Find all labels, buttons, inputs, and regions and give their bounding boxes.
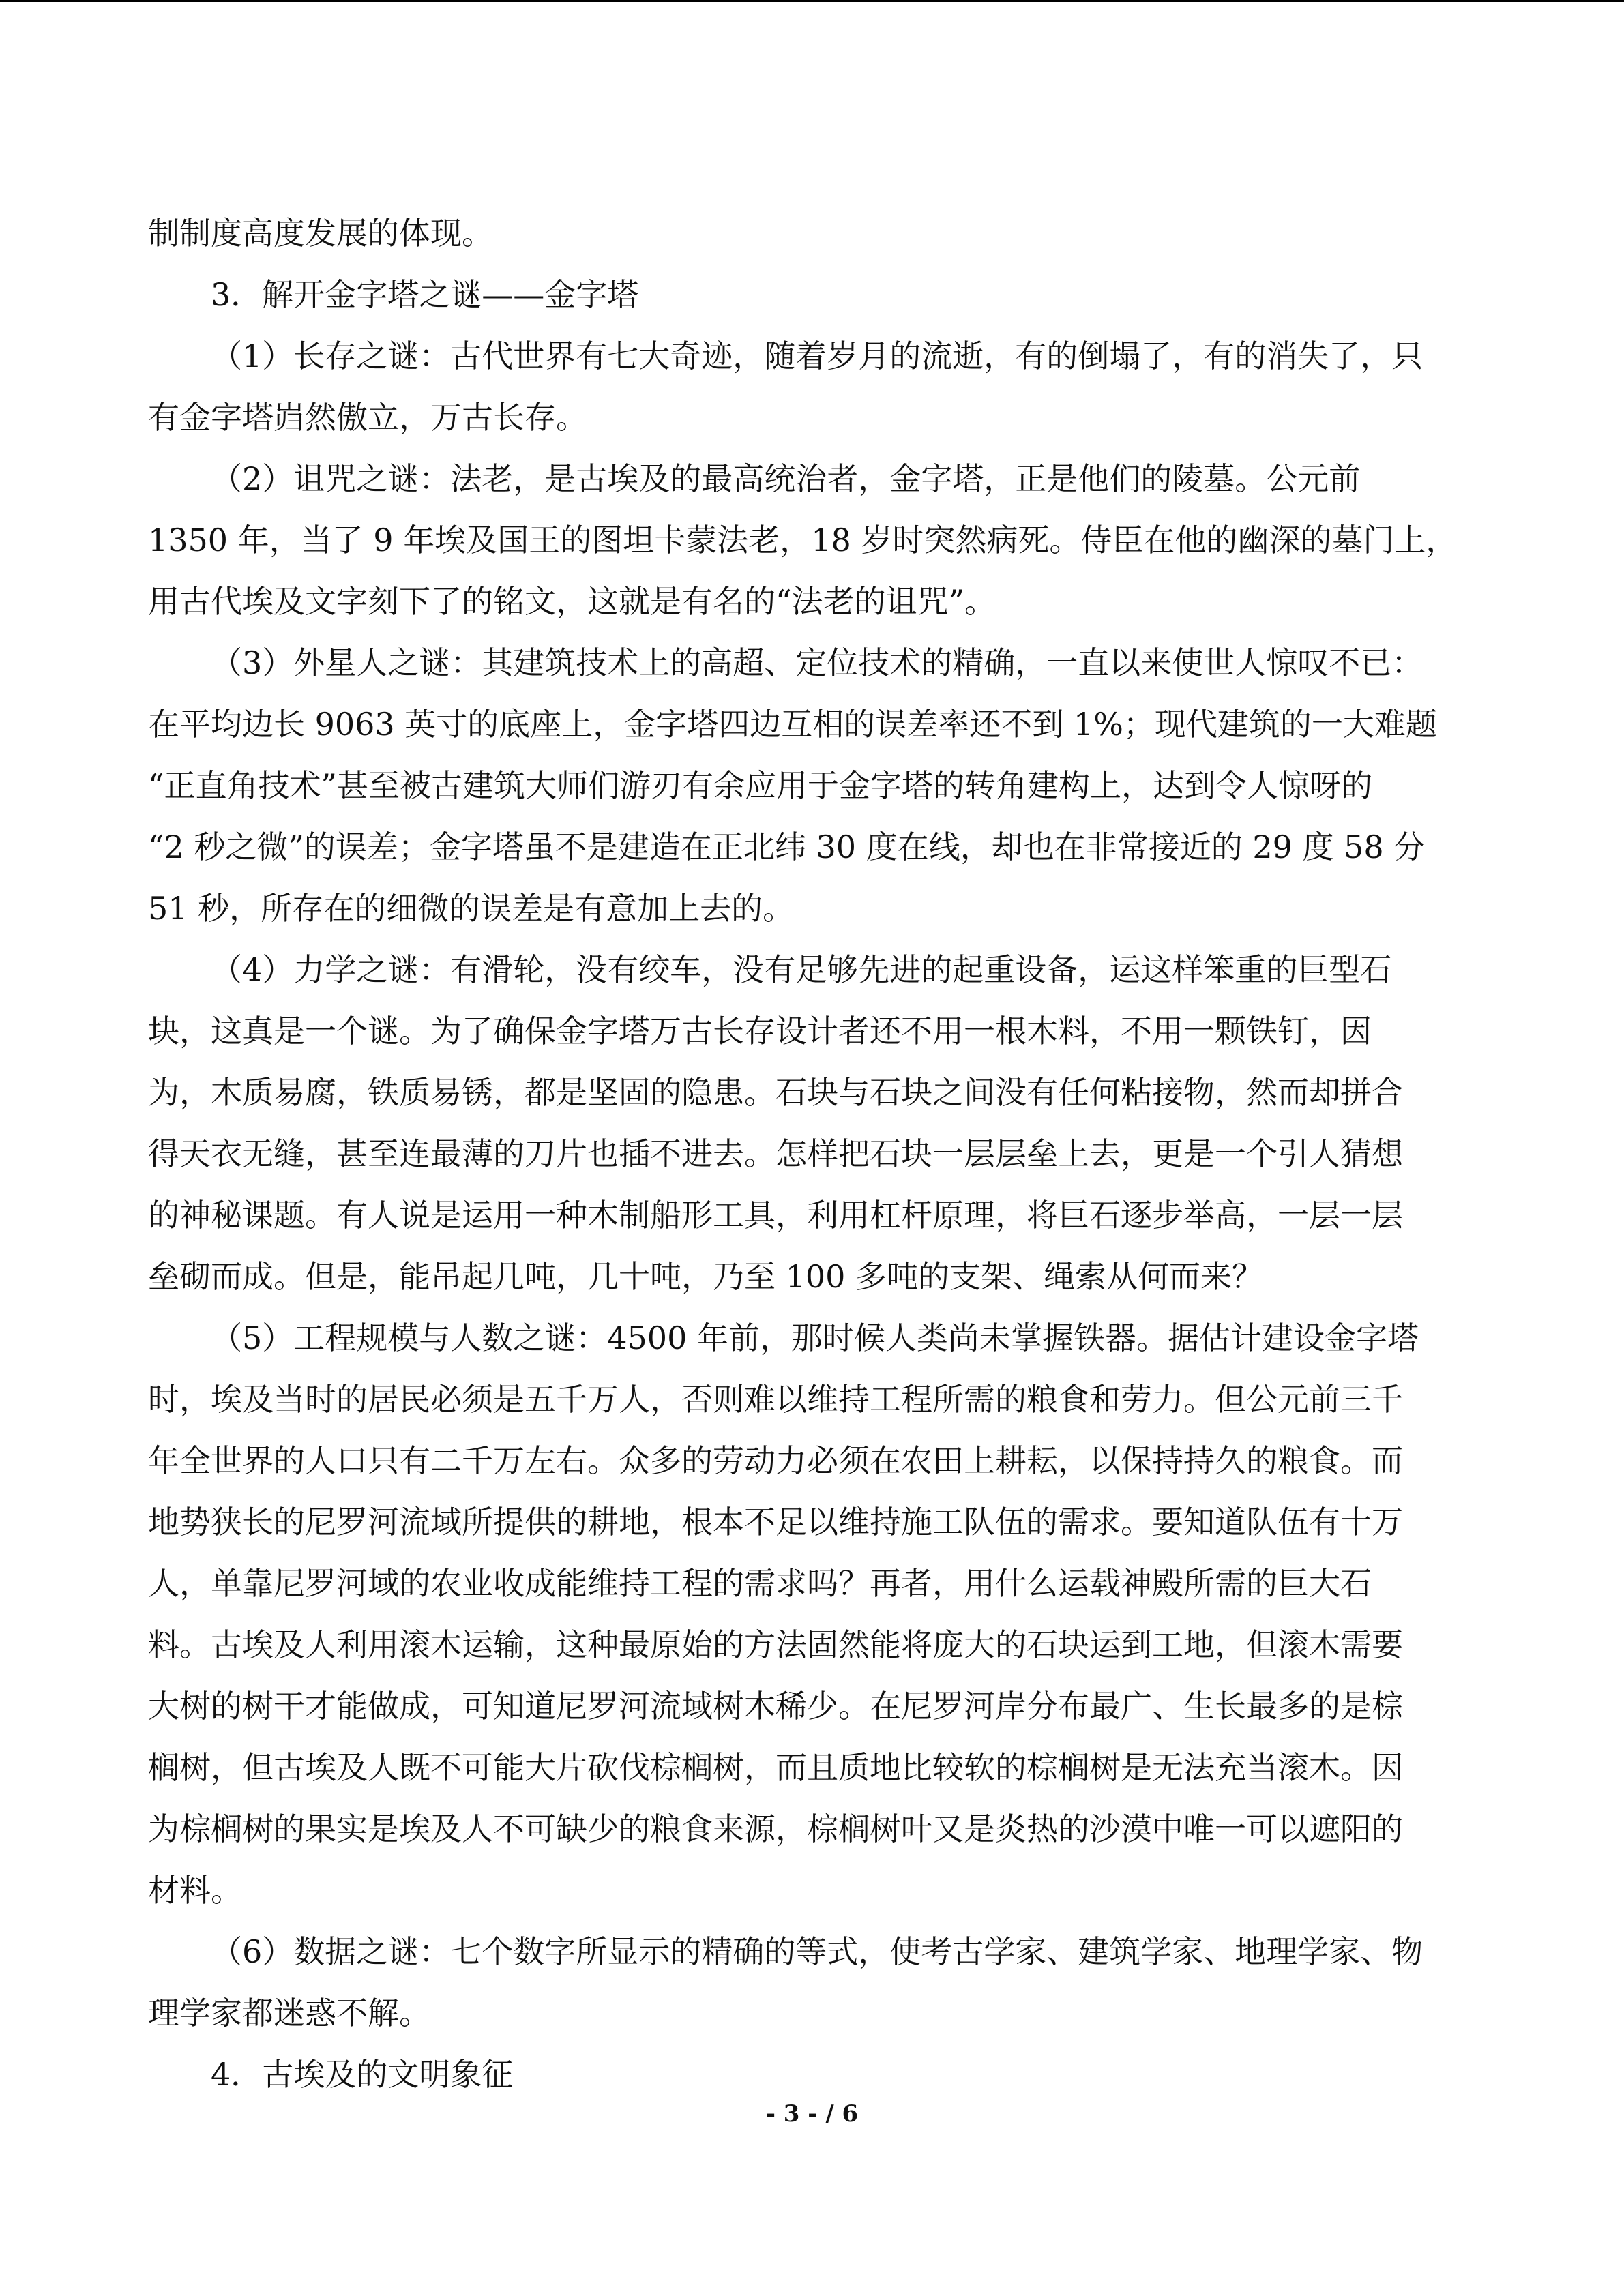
text-line xyxy=(0,203,1624,264)
text-line xyxy=(0,1307,1624,1369)
line-text: （1）长存之谜：古代世界有七大奇迹，随着岁月的流逝，有的倒塌了，有的消失了，只 xyxy=(211,338,1423,374)
line-text: 理学家都迷惑不解。 xyxy=(148,1995,430,2031)
text-line xyxy=(0,878,1624,939)
text-line xyxy=(0,387,1624,448)
text-line xyxy=(0,1614,1624,1675)
text-line xyxy=(0,1000,1624,1062)
line-text: 1350 年，当了 9 年埃及国王的图坦卡蒙法老，18 岁时突然病死。侍臣在他的幽深的墓门上， xyxy=(148,522,1458,558)
text-line xyxy=(0,1062,1624,1123)
text-line xyxy=(0,1860,1624,1921)
line-text: 为棕榈树的果实是埃及人不可缺少的粮食来源，棕榈树叶又是炎热的沙漠中唯一可以遮阳的 xyxy=(148,1810,1403,1847)
text-line xyxy=(0,1369,1624,1430)
line-text: 有金字塔岿然傲立，万古长存。 xyxy=(148,399,587,436)
text-line xyxy=(0,325,1624,387)
line-text: “正直角技术”甚至被古建筑大师们游刃有余应用于金字塔的转角建构上，达到令人惊呀的 xyxy=(148,767,1373,804)
line-text: （5）工程规模与人数之谜：4500 年前，那时候人类尚未掌握铁器。据估计建设金字塔 xyxy=(211,1320,1419,1356)
line-text: 材料。 xyxy=(148,1872,242,1909)
text-line xyxy=(0,1675,1624,1737)
text-line xyxy=(0,1921,1624,1982)
text-line xyxy=(0,509,1624,571)
line-text: 为，木质易腐，铁质易锈，都是坚固的隐患。石块与石块之间没有任何粘接物，然而却拼合 xyxy=(148,1074,1403,1111)
line-text: 年全世界的人口只有二千万左右。众多的劳动力必须在农田上耕耘，以保持持久的粮食。而 xyxy=(148,1442,1403,1479)
text-line xyxy=(0,1982,1624,2044)
line-text: 在平均边长 9063 英寸的底座上，金字塔四边互相的误差率还不到 1%；现代建筑的一大难题 xyxy=(148,706,1437,743)
line-text: 制制度高度发展的体现。 xyxy=(148,215,493,252)
line-text: 块，这真是一个谜。为了确保金字塔万古长存设计者还不用一根木料，不用一颗铁钉，因 xyxy=(148,1013,1372,1049)
line-text: 得天衣无缝，甚至连最薄的刀片也插不进去。怎样把石块一层层垒上去，更是一个引人猜想 xyxy=(148,1135,1403,1172)
text-line xyxy=(0,1246,1624,1307)
text-line xyxy=(0,571,1624,632)
text-line xyxy=(0,1798,1624,1860)
line-text: 4．古埃及的文明象征 xyxy=(211,2056,514,2093)
text-line xyxy=(0,1184,1624,1246)
line-text: 用古代埃及文字刻下了的铭文，这就是有名的“法老的诅咒”。 xyxy=(148,583,996,620)
text-line xyxy=(0,448,1624,509)
text-line xyxy=(0,755,1624,816)
text-line xyxy=(0,1491,1624,1553)
text-line xyxy=(0,632,1624,694)
text-line xyxy=(0,816,1624,878)
line-text: 料。古埃及人利用滚木运输，这种最原始的方法固然能将庞大的石块运到工地，但滚木需要 xyxy=(148,1626,1403,1663)
section-heading xyxy=(0,2044,1624,2105)
line-text: “2 秒之微”的误差；金字塔虽不是建造在正北纬 30 度在线，却也在非常接近的 29 度 58 分 xyxy=(148,829,1426,865)
text-line xyxy=(0,1737,1624,1798)
line-text: 垒砌而成。但是，能吊起几吨，几十吨，乃至 100 多吨的支架、绳索从何而来？ xyxy=(148,1258,1264,1295)
line-text: （6）数据之谜：七个数字所显示的精确的等式，使考古学家、建筑学家、地理学家、物 xyxy=(211,1933,1423,1970)
text-line xyxy=(0,1553,1624,1614)
text-line xyxy=(0,1430,1624,1491)
line-text: 大树的树干才能做成，可知道尼罗河流域树木稀少。在尼罗河岸分布最广、生长最多的是棕 xyxy=(148,1688,1403,1725)
line-text: 的神秘课题。有人说是运用一种木制船形工具，利用杠杆原理，将巨石逐步举高，一层一层 xyxy=(148,1197,1403,1234)
line-text: 地势狭长的尼罗河流域所提供的耕地，根本不足以维持施工队伍的需求。要知道队伍有十万 xyxy=(148,1504,1403,1540)
line-text: （4）力学之谜：有滑轮，没有绞车，没有足够先进的起重设备，运这样笨重的巨型石 xyxy=(211,951,1392,988)
line-text: 榈树，但古埃及人既不可能大片砍伐棕榈树，而且质地比较软的棕榈树是无法充当滚木。因 xyxy=(148,1749,1403,1786)
text-line xyxy=(0,1123,1624,1184)
line-text: （3）外星人之谜：其建筑技术上的高超、定位技术的精确，一直以来使世人惊叹不已： xyxy=(211,644,1423,681)
text-line xyxy=(0,939,1624,1000)
line-text: （2）诅咒之谜：法老，是古埃及的最高统治者，金字塔，正是他们的陵墓。公元前 xyxy=(211,460,1361,497)
line-text: 3．解开金字塔之谜——金字塔 xyxy=(211,276,639,313)
line-text: 时，埃及当时的居民必须是五千万人，否则难以维持工程所需的粮食和劳力。但公元前三千 xyxy=(148,1381,1403,1418)
line-text: 人，单靠尼罗河域的农业收成能维持工程的需求吗？再者，用什么运载神殿所需的巨大石 xyxy=(148,1565,1372,1602)
section-heading xyxy=(0,264,1624,325)
text-line xyxy=(0,694,1624,755)
line-text: 51 秒，所存在的细微的误差是有意加上去的。 xyxy=(148,890,795,927)
page-number: - 3 - / 6 xyxy=(765,2100,859,2128)
